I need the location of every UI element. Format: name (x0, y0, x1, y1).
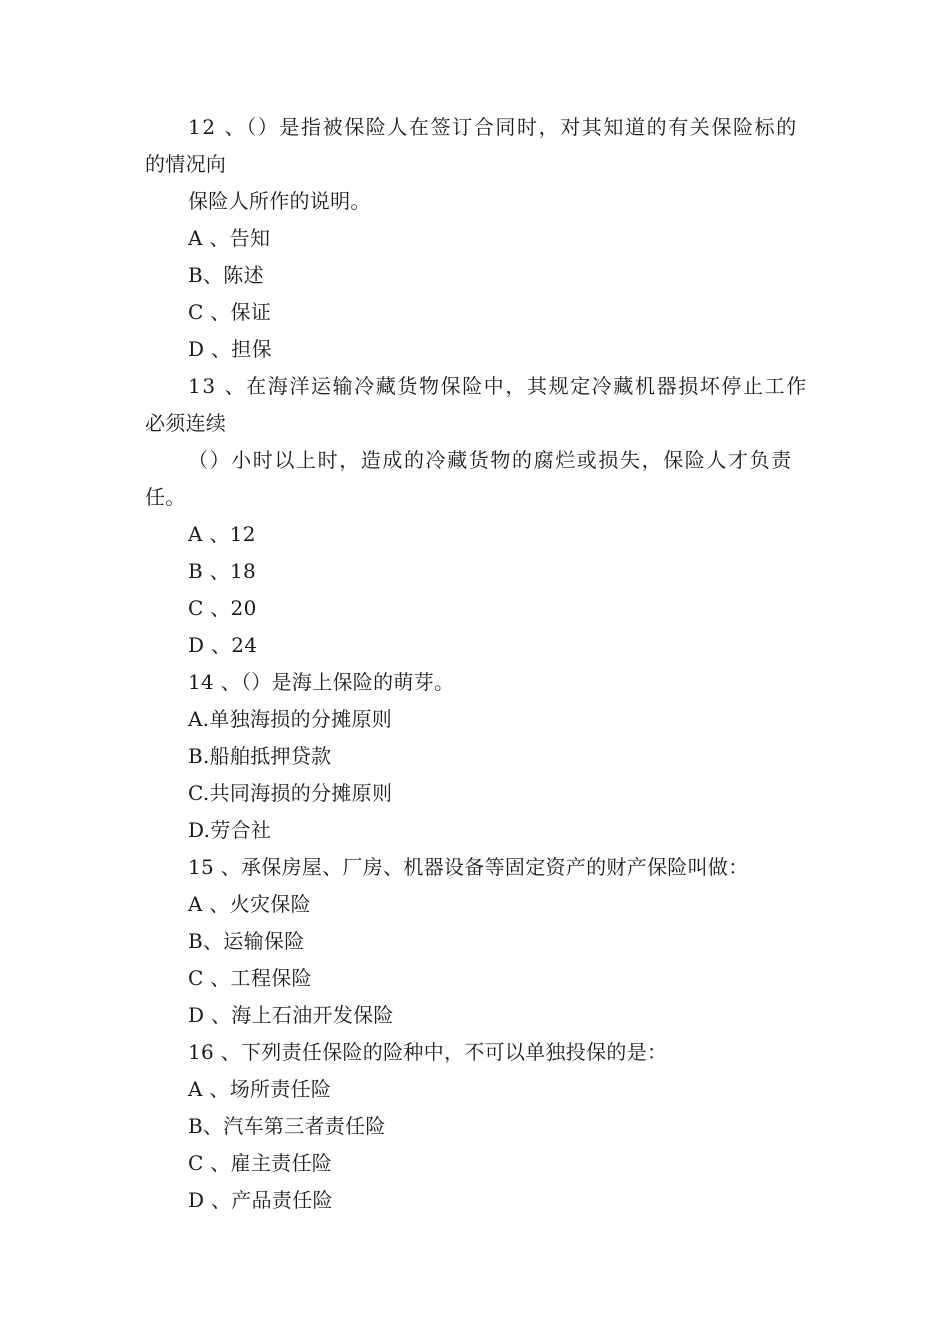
question-13-stem-line-2: 必须连续 (145, 411, 227, 435)
question-16-option-b: B、汽车第三者责任险 (188, 1114, 386, 1138)
question-15-option-b: B、运输保险 (188, 929, 305, 953)
question-12-stem-line-2: 的情况向 (145, 152, 227, 176)
question-16-option-a: A 、场所责任险 (188, 1077, 332, 1101)
question-12-stem-line-1: 12 、（）是指被保险人在签订合同时，对其知道的有关保险标的 (188, 115, 798, 139)
question-13-option-a: A 、12 (188, 522, 256, 546)
question-15-option-a: A 、火灾保险 (188, 892, 311, 916)
question-12-option-b: B、陈述 (188, 263, 264, 287)
question-14-option-a: A.单独海损的分摊原则 (188, 707, 393, 731)
question-14-option-d: D.劳合社 (188, 818, 272, 842)
question-12-stem-line-3: 保险人所作的说明。 (188, 189, 371, 213)
question-15-option-d: D 、海上石油开发保险 (188, 1003, 394, 1027)
question-13-option-b: B 、18 (188, 559, 257, 583)
question-13-option-d: D 、24 (188, 633, 258, 657)
question-14-option-c: C.共同海损的分摊原则 (188, 781, 393, 805)
question-16-stem-line-1: 16 、下列责任保险的险种中，不可以单独投保的是： (188, 1040, 668, 1064)
question-15-option-c: C 、工程保险 (188, 966, 312, 990)
question-13-stem-line-3: （）小时以上时，造成的冷藏货物的腐烂或损失，保险人才负责 (188, 448, 793, 472)
question-16-option-c: C 、雇主责任险 (188, 1151, 333, 1175)
question-13-stem-line-1: 13 、在海洋运输冷藏货物保险中，其规定冷藏机器损坏停止工作 (188, 374, 808, 398)
question-15-stem-line-1: 15 、承保房屋、厂房、机器设备等固定资产的财产保险叫做： (188, 855, 749, 879)
question-13-stem-line-4: 任。 (145, 485, 186, 509)
question-12-option-c: C 、保证 (188, 300, 272, 324)
question-12-option-a: A 、告知 (188, 226, 271, 250)
question-14-stem-line-1: 14 、（）是海上保险的萌芽。 (188, 670, 455, 694)
question-13-option-c: C 、20 (188, 596, 257, 620)
question-14-option-b: B.船舶抵押贷款 (188, 744, 332, 768)
question-12-option-d: D 、担保 (188, 337, 272, 361)
question-16-option-d: D 、产品责任险 (188, 1188, 333, 1212)
